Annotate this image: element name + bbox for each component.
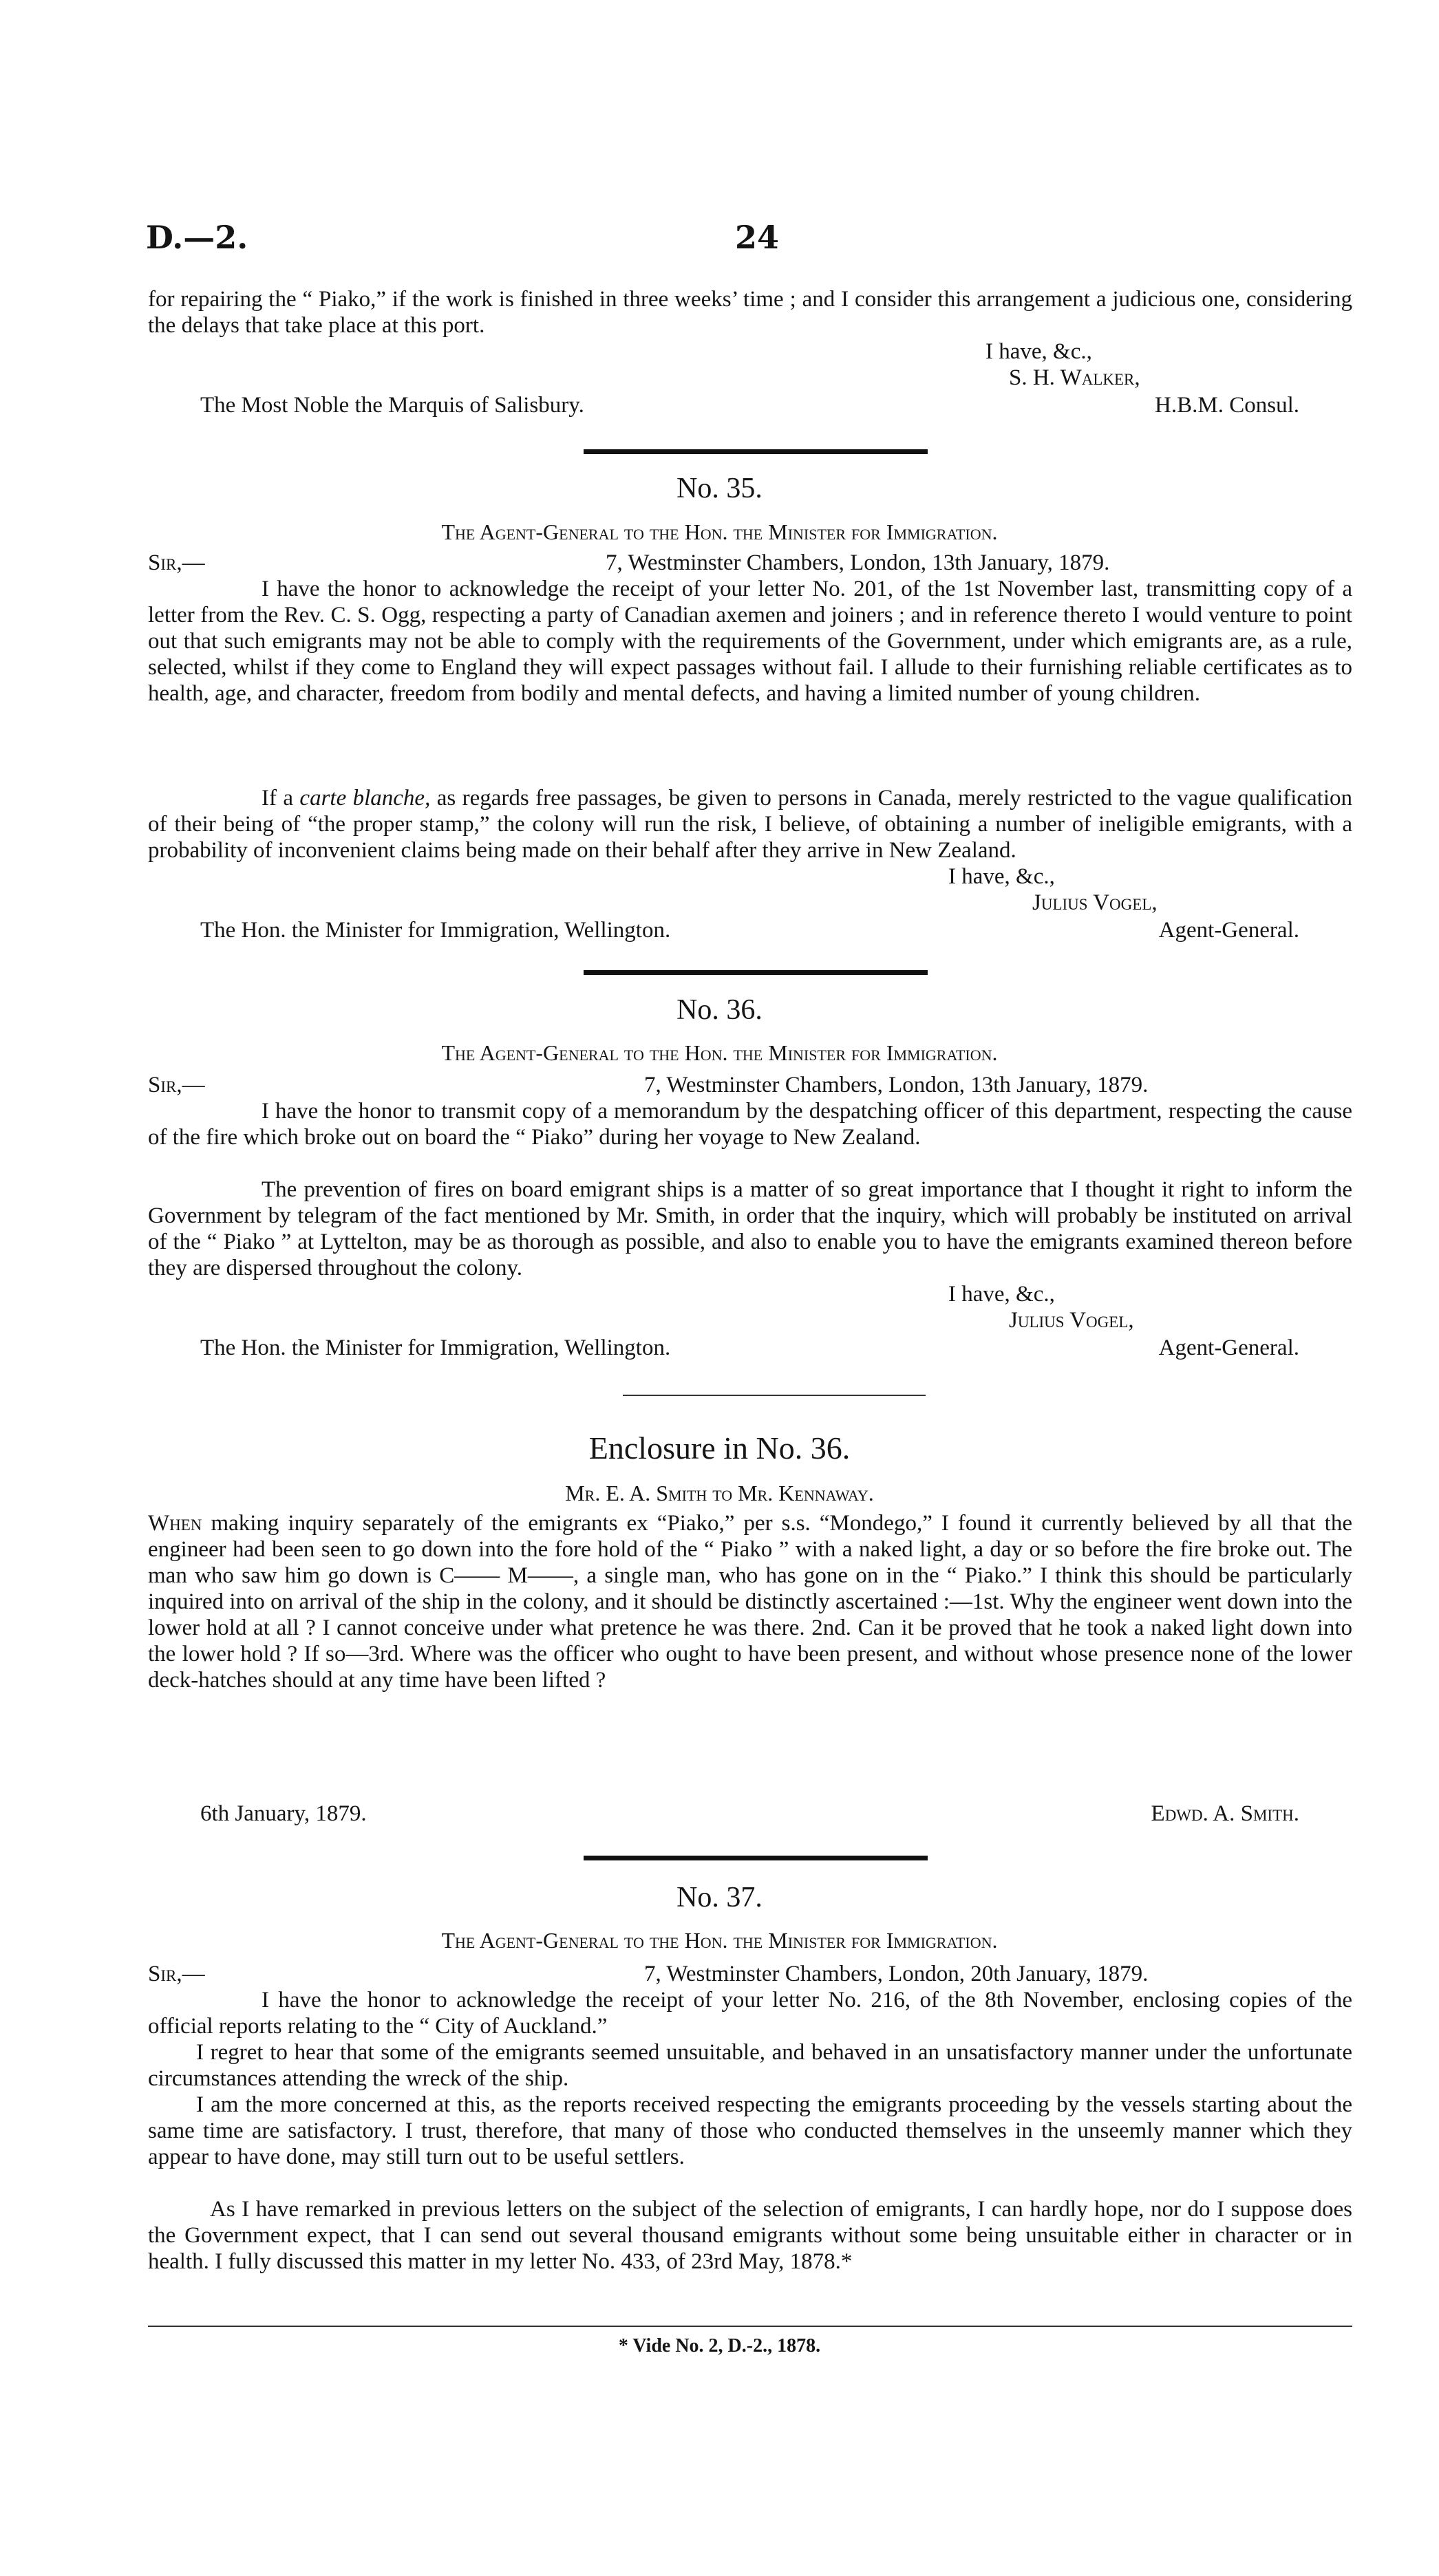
letter-35-paragraph-1: I have the honor to acknowledge the receipt of your letter No. 201, of the 1st November last, transmitting copy of a letter from the Rev. C. S. Ogg, respecting a party of Canadian axemen and joiners ; and in reference thereto I would venture to point out that such emigrants may not be able to comply with the requirements of the Government, under which emigrants are, as a rule, selected, whilst if they come to England they will expect passages without fail. I allude to their furnishing reliable certificates as to health, age, and character, freedom from bodily and mental defects, and having a limited number of young children.: [148, 577, 1352, 706]
letter-36-paragraph-1: I have the honor to transmit copy of a memorandum by the despatching officer of this department, respecting the cause of the fire which broke out on board the “ Piako” during her voyage to New Zealand.: [148, 1099, 1352, 1150]
letter-37-paragraph-1: I have the honor to acknowledge the receipt of your letter No. 216, of the 8th November, enclosing copies of the official reports relating to the “ City of Auckland.”: [148, 1988, 1352, 2039]
letter-36-address-date: 7, Westminster Chambers, London, 13th January, 1879.: [644, 1073, 1149, 1097]
enclosure-lead-word: When: [148, 1511, 202, 1536]
letter-36-addressee: The Hon. the Minister for Immigration, Wellington.: [200, 1335, 671, 1360]
letter-36-signature: Julius Vogel,: [1009, 1308, 1134, 1333]
letter-35-closing: I have, &c.,: [948, 864, 1055, 889]
continuation-paragraph: for repairing the “ Piako,” if the work is finished in three weeks’ time ; and I consider this arrangement a judicious one, considering the delays that take place at this port.: [148, 287, 1352, 338]
continuation-closing: I have, &c.,: [985, 339, 1092, 364]
document-reference: D.—2.: [146, 219, 248, 256]
letter-37-paragraph-3: I am the more concerned at this, as the reports received respecting the emigrants proceeding by the vessels starting about the same time are satisfactory. I trust, therefore, that many of those who conducted themselves in the unseemly manner which they appear to have done, may still turn out to be useful settlers.: [148, 2092, 1352, 2169]
letter-37-paragraph-4: As I have remarked in previous letters on the subject of the selection of emigrants, I can hardly hope, nor do I suppose does the Government expect, that I can send out several thousand emigrants without some being unsuitable either in character or in health. I fully discussed this matter in my letter No. 433, of 23rd May, 1878.*: [148, 2197, 1352, 2274]
letter-37-paragraph-2: I regret to hear that some of the emigrants seemed unsuitable, and behaved in an unsatisfactory manner under the unfortunate circumstances attending the wreck of the ship.: [148, 2040, 1352, 2091]
continuation-addressee: The Most Noble the Marquis of Salisbury.: [200, 393, 584, 418]
enclosure-subheading: Mr. E. A. Smith to Mr. Kennaway.: [565, 1481, 874, 1505]
letter-35-addressee: The Hon. the Minister for Immigration, Wellington.: [200, 918, 671, 943]
letter-35-salutation: Sir,—: [148, 550, 205, 575]
letter-37-number: No. 37.: [676, 1882, 763, 1913]
letter-36-salutation: Sir,—: [148, 1073, 205, 1097]
continuation-signature: S. H. Walker,: [1009, 365, 1140, 390]
enclosure-signature: Edwd. A. Smith.: [1151, 1801, 1299, 1826]
letter-36-subheading: The Agent-General to the Hon. the Minister for Immigration.: [441, 1040, 998, 1065]
section-divider: [623, 1395, 926, 1396]
enclosure-title: Enclosure in No. 36.: [588, 1430, 851, 1466]
letter-36-closing: I have, &c.,: [948, 1282, 1055, 1307]
letter-37-subheading: The Agent-General to the Hon. the Minister for Immigration.: [441, 1928, 998, 1953]
letter-37-address-date: 7, Westminster Chambers, London, 20th January, 1879.: [644, 1962, 1149, 1986]
footnote-rule: [148, 2326, 1352, 2327]
section-divider: [584, 1856, 928, 1860]
letter-35-signature: Julius Vogel,: [1032, 890, 1158, 915]
letter-35-subheading: The Agent-General to the Hon. the Minister for Immigration.: [441, 519, 998, 544]
letter-36-number: No. 36.: [676, 994, 763, 1026]
letter-35-title: Agent-General.: [1158, 918, 1299, 943]
italic-phrase: carte blanche,: [299, 786, 431, 811]
page-number: 24: [735, 219, 780, 256]
letter-35-paragraph-2: If a carte blanche, as regards free passages, be given to persons in Canada, merely restricted to the vague qualification of their being of “the proper stamp,” the colony will run the risk, I believe, of obtaining a number of ineligible emigrants, with a probability of inconvenient claims being made on their behalf after they arrive in New Zealand.: [148, 786, 1352, 863]
section-divider: [584, 449, 928, 454]
section-divider: [584, 970, 928, 975]
letter-35-address-date: 7, Westminster Chambers, London, 13th January, 1879.: [606, 550, 1110, 575]
letter-37-salutation: Sir,—: [148, 1962, 205, 1986]
footnote: * Vide No. 2, D.-2., 1878.: [618, 2335, 821, 2357]
continuation-title: H.B.M. Consul.: [1155, 393, 1299, 418]
letter-36-paragraph-2: The prevention of fires on board emigrant ships is a matter of so great importance that I thought it right to inform the Government by telegram of the fact mentioned by Mr. Smith, in order that the inquiry, which will probably be instituted on arrival of the “ Piako ” at Lyttelton, may be as thorough as possible, and also to enable you to have the emigrants examined thereon before they are dispersed throughout the colony.: [148, 1177, 1352, 1280]
enclosure-paragraph: When making inquiry separately of the emigrants ex “Piako,” per s.s. “Mondego,” I found it currently believed by all that the engineer had been seen to go down into the fore hold of the “ Piako ” with a naked light, a day or so before the fire broke out. The man who saw him go down is C—— M——, a single man, who has gone on in the “ Piako.” I think this should be particularly inquired into on arrival of the ship in the colony, and it should be distinctly ascertained :—1st. Why the engineer went down into the lower hold at all ? I cannot conceive under what pretence he was there. 2nd. Can it be proved that he took a naked light down into the lower hold ? If so—3rd. Where was the officer who ought to have been present, and without whose presence none of the lower deck-hatches should at any time have been lifted ?: [148, 1511, 1352, 1693]
letter-35-number: No. 35.: [676, 473, 763, 504]
enclosure-date: 6th January, 1879.: [200, 1801, 367, 1826]
letter-36-title: Agent-General.: [1158, 1335, 1299, 1360]
